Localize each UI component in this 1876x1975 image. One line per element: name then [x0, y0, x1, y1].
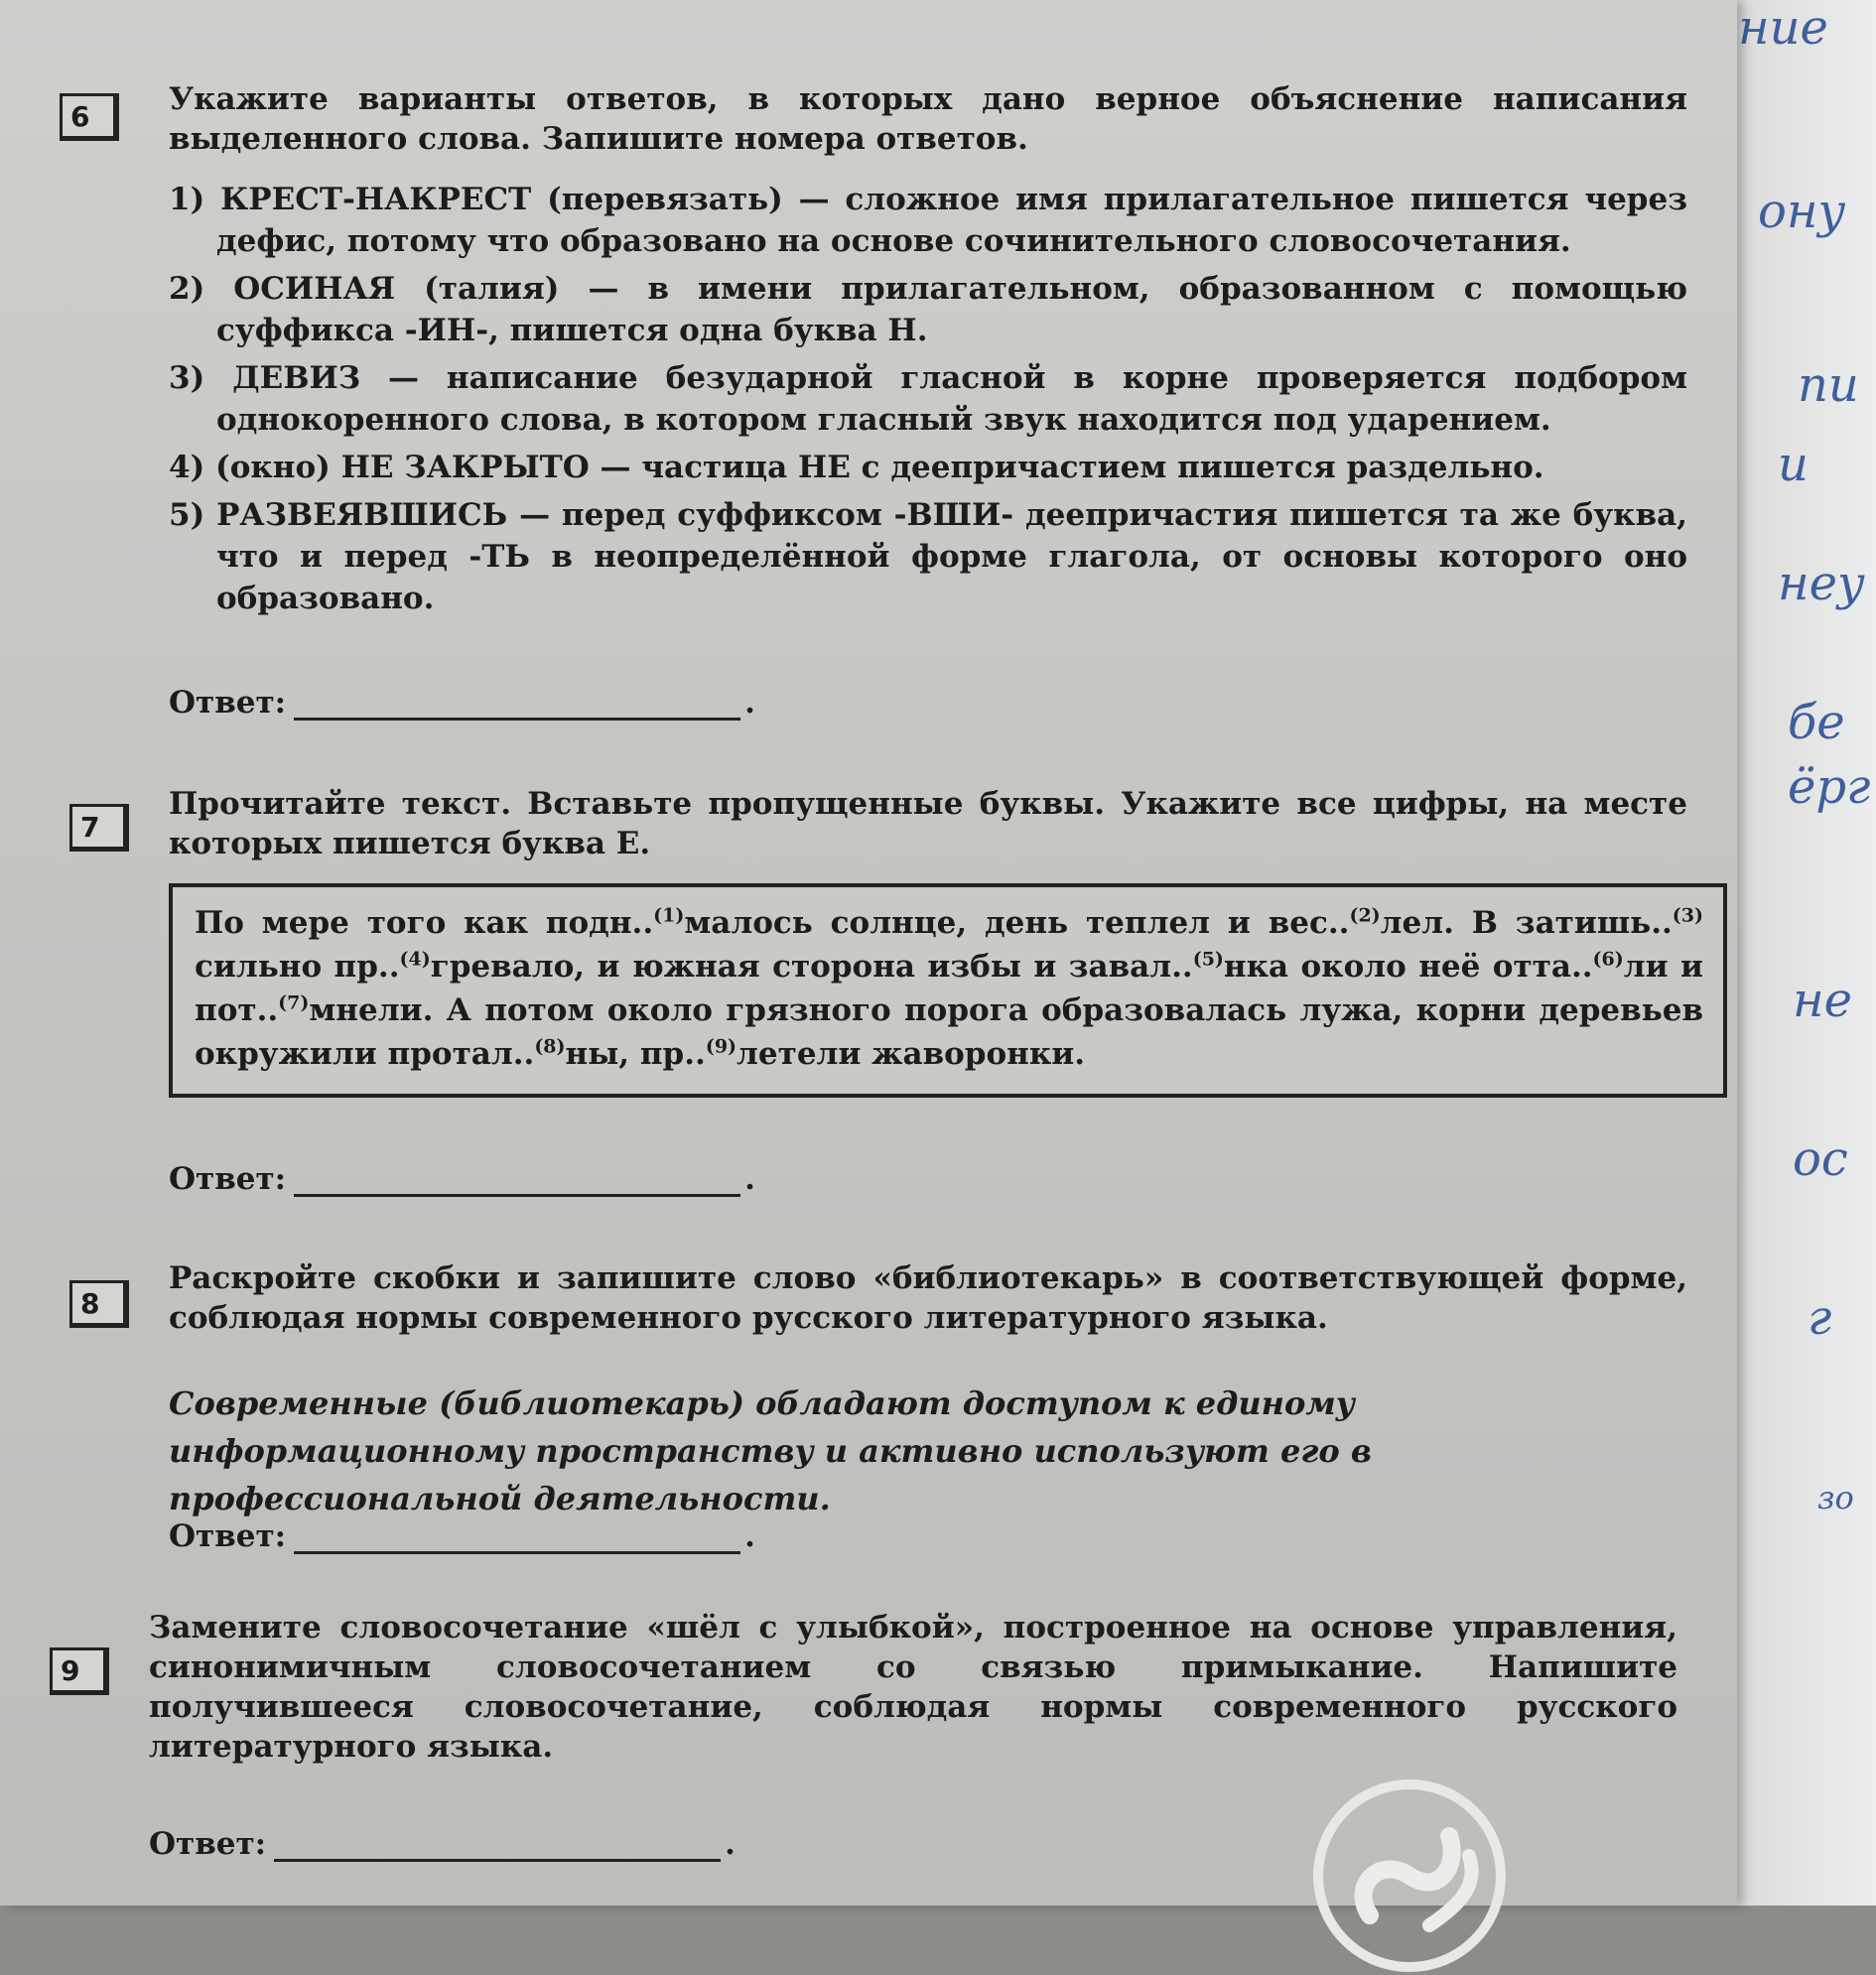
text-fragment: нка около неё отта..: [1223, 949, 1593, 985]
handwriting-note: не: [1793, 973, 1853, 1028]
handwriting-note: и: [1778, 437, 1809, 492]
option-1: 1) КРЕСТ-НАКРЕСТ (перевязать) — сложное имя прилагательное пишется через дефис, потому что образовано на основе сочинительного словосочетания.: [169, 182, 1687, 259]
option-5: 5) РАЗВЕЯВШИСЬ — перед суффиксом -ВШИ- деепричастия пишется та же буква, что и перед -ТЬ в неопределённой форме глагола, от основы которого оно образовано.: [169, 497, 1687, 616]
handwriting-note: неу: [1778, 556, 1865, 611]
answer-field[interactable]: [274, 1829, 721, 1862]
handwriting-note: зо: [1817, 1479, 1854, 1516]
task-question: Прочитайте текст. Вставьте пропущенные буквы. Укажите все цифры, на месте которых пишется буква Е.: [169, 786, 1687, 861]
gap-marker: (9): [705, 1035, 737, 1058]
text-fragment: сильно пр..: [195, 949, 400, 985]
option-3: 3) ДЕВИЗ — написание безударной гласной в корне проверяется подбором однокоренного слова, в котором гласный звук находится под ударением.: [169, 360, 1687, 438]
answer-period: .: [744, 1518, 755, 1554]
text-fragment: мнели. А потом около грязного порога образовалась лужа, корни деревьев окружили протал..: [195, 992, 1703, 1072]
text-fragment: лел. В затишь..: [1380, 905, 1673, 941]
source-text-box: [169, 883, 1727, 1098]
handwriting-note: бе: [1788, 695, 1845, 750]
gap-marker: (2): [1349, 904, 1381, 927]
answer-label: Ответ:: [169, 685, 287, 721]
option-4: 4) (окно) НЕ ЗАКРЫТО — частица НЕ с деепричастием пишется раздельно.: [169, 450, 1544, 485]
answer-label: Ответ:: [169, 1161, 287, 1197]
handwriting-note: ос: [1793, 1131, 1848, 1187]
task-number-box: 6: [60, 93, 119, 141]
handwriting-note: ние: [1738, 0, 1828, 56]
gap-marker: (4): [399, 948, 431, 971]
answer-field[interactable]: [294, 1164, 740, 1197]
answer-period: .: [744, 685, 755, 721]
task-8: [60, 1251, 1707, 1578]
answer-period: .: [725, 1826, 736, 1862]
handwriting-note: пи: [1798, 357, 1859, 413]
option-2: 2) ОСИНАЯ (талия) — в имени прилагательном, образованном с помощью суффикса -ИН-, пишется одна буква Н.: [169, 271, 1687, 348]
underlying-notebook-page: [1717, 0, 1876, 1906]
task-number-box: 8: [69, 1280, 129, 1328]
answer-row: [149, 1826, 736, 1862]
task-question: Замените словосочетание «шёл с улыбкой», построенное на основе управления, синонимичным словосочетанием со связью примыкание. Напишите получившееся словосочетание, соблюдая нормы современного русского литературного языка.: [149, 1610, 1677, 1765]
text-fragment: По мере того как подн..: [195, 905, 654, 941]
text-fragment: летели жаворонки.: [737, 1036, 1086, 1072]
task-6: [60, 79, 1707, 724]
answer-options: [169, 179, 1687, 625]
task-question: Раскройте скобки и запишите слово «библиотекарь» в соответствующей форме, соблюдая нормы современного русского литературного языка.: [169, 1260, 1687, 1336]
text-fragment: гревало, и южная сторона избы и завал..: [430, 949, 1193, 985]
gap-marker: (6): [1592, 948, 1624, 971]
handwriting-note: ёрг: [1788, 759, 1871, 815]
answer-row: [169, 1161, 755, 1197]
answer-field[interactable]: [294, 688, 740, 721]
text-fragment: ли и пот..: [195, 949, 1703, 1028]
answer-label: Ответ:: [169, 1518, 287, 1554]
gap-marker: (1): [653, 904, 685, 927]
handwriting-note: г: [1808, 1290, 1832, 1346]
answer-label: Ответ:: [149, 1826, 267, 1862]
text-fragment: малось солнце, день теплел и вес..: [684, 905, 1350, 941]
publisher-logo-icon: [1310, 1777, 1509, 1975]
gap-marker: (7): [278, 991, 310, 1014]
task-number-box: 7: [69, 804, 129, 852]
task-question: Укажите варианты ответов, в которых дано верное объяснение написания выделенного слова. Запишите номера ответов.: [169, 81, 1687, 157]
handwriting-note: ону: [1758, 184, 1846, 239]
answer-field[interactable]: [294, 1521, 740, 1554]
task-sentence: Современные (библиотекарь) обладают доступом к единому информационному пространству и активно используют его в профессиональной деятельности.: [169, 1384, 1372, 1517]
gap-marker: (5): [1192, 948, 1224, 971]
answer-row: [169, 1518, 755, 1554]
answer-period: .: [744, 1161, 755, 1197]
task-number-box: 9: [50, 1647, 109, 1695]
gap-marker: (3): [1672, 904, 1703, 927]
answer-row: [169, 685, 755, 721]
text-fragment: ны, пр..: [565, 1036, 706, 1072]
gap-marker: (8): [534, 1035, 566, 1058]
task-7: [60, 774, 1707, 1221]
